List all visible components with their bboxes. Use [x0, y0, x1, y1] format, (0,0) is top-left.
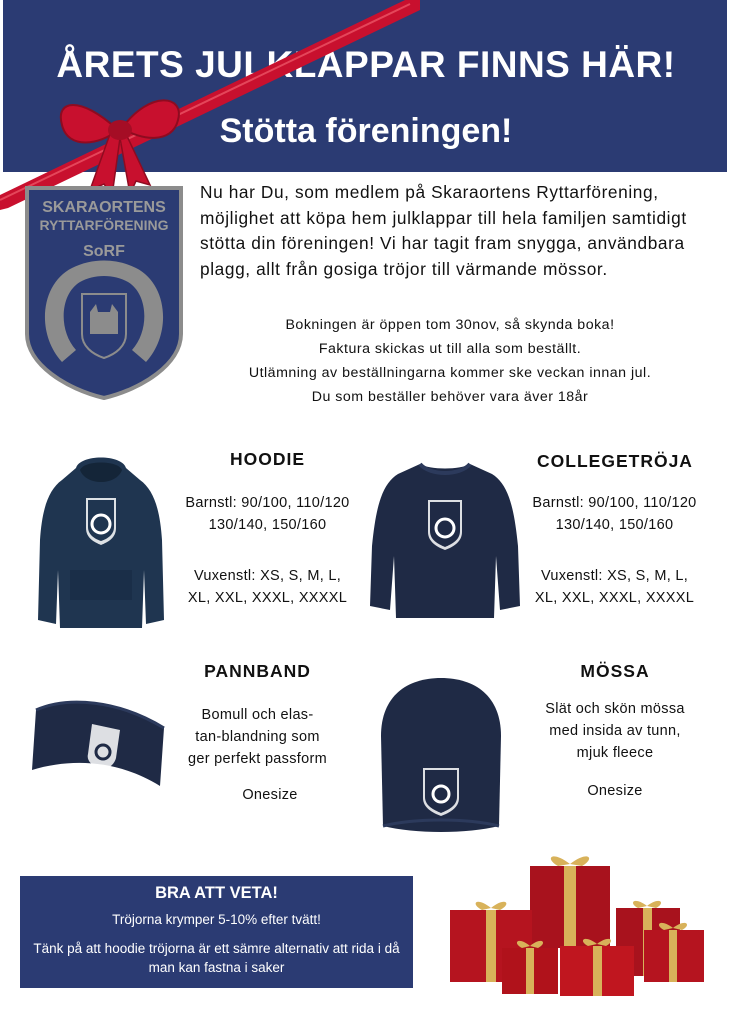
hat-image — [377, 676, 505, 834]
sweater-adult-sizes — [517, 565, 712, 609]
hoodie-kids-line2: 130/140, 150/160 — [208, 517, 327, 533]
headband-title: PANNBAND — [204, 661, 311, 681]
sweater-adult-line1: Vuxenstl: XS, S, M, L, — [540, 568, 689, 584]
sweater-kids-line2: 130/140, 150/160 — [555, 517, 674, 533]
hoodie-adult-line2: XL, XXL, XXXL, XXXXL — [187, 590, 348, 606]
sweater-image — [368, 456, 522, 622]
hat-size: Onesize — [587, 783, 643, 799]
crest-line1: SKARAORTENS — [42, 199, 166, 216]
info-line2: Tänk på att hoodie tröjorna är ett sämre alternativ att rida i då man kan fastna i saker — [33, 941, 400, 975]
hoodie-title: HOODIE — [229, 449, 306, 469]
crest-line2: RYTTARFÖRENING — [39, 217, 169, 233]
crest-abbr: SoRF — [83, 243, 125, 260]
page-title: ÅRETS JULKLAPPAR FINNS HÄR! — [56, 44, 676, 85]
hoodie-image — [36, 450, 166, 632]
club-crest-logo — [22, 184, 186, 402]
sweater-adult-line2: XL, XXL, XXXL, XXXXL — [534, 590, 695, 606]
page-subtitle: Stötta föreningen! — [219, 112, 513, 150]
hoodie-adult-sizes — [170, 565, 365, 609]
sweater-kids-line1: Barnstl: 90/100, 110/120 — [532, 495, 697, 511]
info-line1: Tröjorna krymper 5-10% efter tvätt! — [112, 912, 321, 927]
hat-description — [520, 698, 710, 764]
hoodie-adult-line1: Vuxenstl: XS, S, M, L, — [193, 568, 342, 584]
hat-desc-line2: med insida av tunn, — [549, 723, 681, 739]
ribbon-bow-icon — [0, 0, 420, 210]
hat-desc-line3: mjuk fleece — [576, 745, 654, 761]
hat-title: MÖSSA — [580, 661, 650, 681]
note-line: Bokningen är öppen tom 30nov, så skynda boka! — [285, 317, 615, 333]
ordering-notes — [190, 313, 710, 409]
hoodie-kids-line1: Barnstl: 90/100, 110/120 — [185, 495, 350, 511]
note-line: Faktura skickas ut till alla som beställt. — [318, 341, 582, 357]
note-line: Du som beställer behöver vara äver 18år — [311, 389, 589, 405]
sweater-kids-sizes — [517, 492, 712, 536]
headband-desc-line1: Bomull och elas- — [201, 707, 314, 723]
headband-desc-line3: ger perfekt passform — [188, 751, 327, 767]
intro-text: Nu har Du, som medlem på Skaraortens Ryttarförening, möjlighet att köpa hem julklappar till hela familjen samtidigt stötta din föreningen! Vi har tagit fram snygga, användbara plagg, allt från gosiga tröjor till värmande mössor. — [200, 182, 687, 279]
info-heading: BRA ATT VETA! — [155, 884, 278, 902]
note-line: Utlämning av beställningarna kommer ske veckan innan jul. — [248, 365, 652, 381]
headband-image — [28, 690, 170, 808]
sweater-title: COLLEGETRÖJA — [537, 451, 693, 471]
hat-desc-line1: Slät och skön mössa — [545, 701, 685, 717]
hoodie-kids-sizes — [170, 492, 365, 536]
headband-desc-line2: tan-blandning som — [195, 729, 320, 745]
headband-size: Onesize — [242, 787, 298, 803]
info-box — [20, 876, 413, 988]
gift-boxes-icon — [440, 848, 712, 1000]
headband-description — [170, 704, 345, 770]
